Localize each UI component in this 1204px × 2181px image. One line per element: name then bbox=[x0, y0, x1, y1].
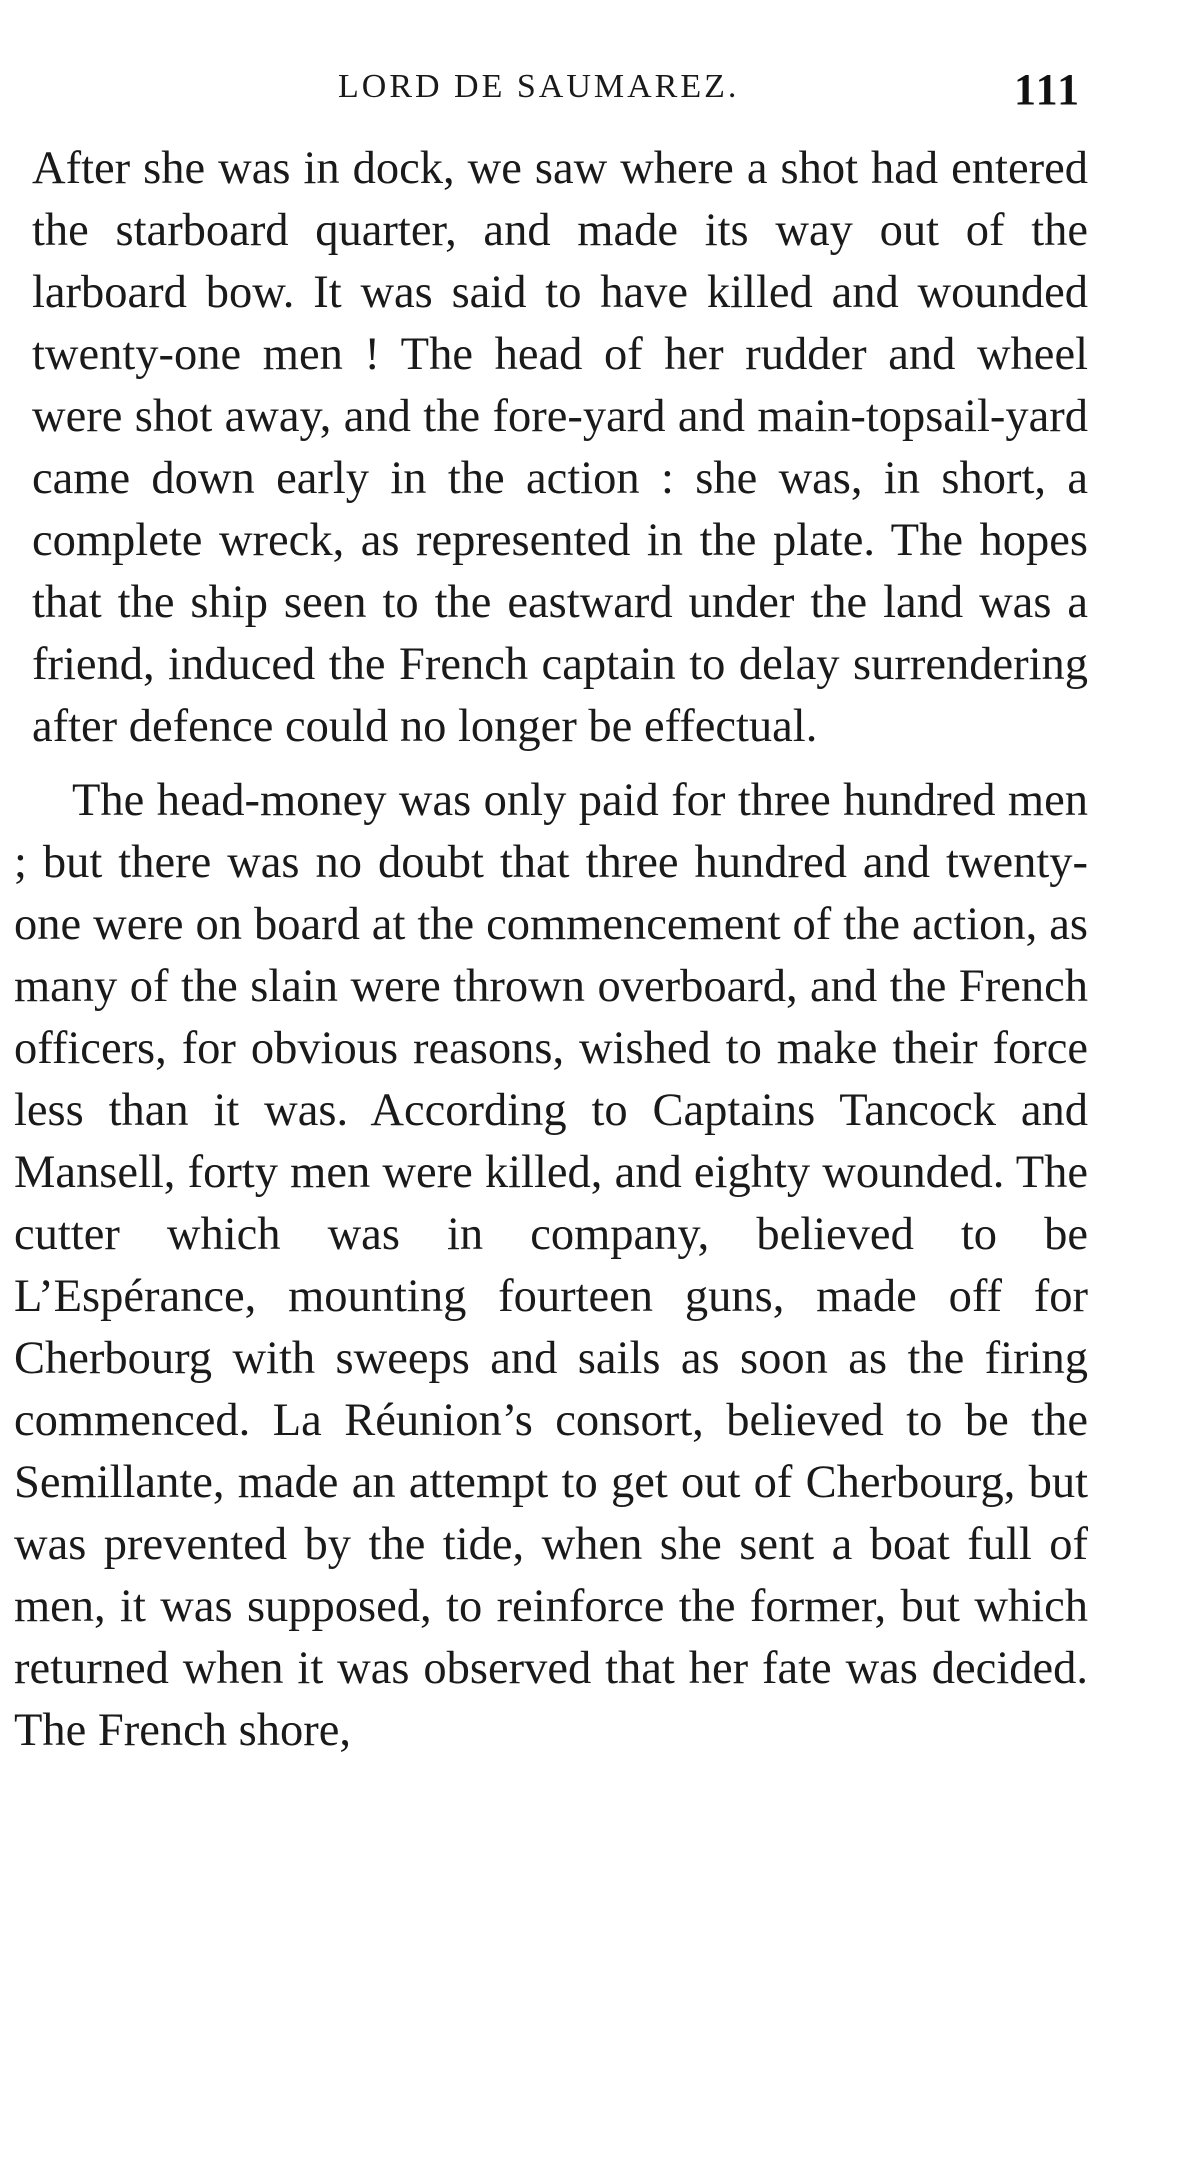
running-head bbox=[0, 65, 1204, 118]
running-title: LORD DE SAUMAREZ. bbox=[338, 68, 740, 105]
paragraph-2: The head-money was only paid for three hundred men ; but there was no doubt that three hundred and twenty-one were on board at the commencement of the action, as many of the slain were thrown overboard, and the French officers, for obvious reasons, wished to make their force less than it was. According to Captains Tancock and Mansell, forty men were killed, and eighty wounded. The cutter which was in company, believed to be L’Espérance, mounting fourteen guns, made off for Cherbourg with sweeps and sails as soon as the firing commenced. La Réunion’s consort, believed to be the Semillante, made an attempt to get out of Cherbourg, but was prevented by the tide, when she sent a boat full of men, it was supposed, to reinforce the former, but which returned when it was observed that her fate was decided. The French shore, bbox=[14, 775, 1088, 1756]
page-number: 111 bbox=[1014, 65, 1082, 114]
paragraph-1: After she was in dock, we saw where a shot had entered the starboard quarter, and made its way out of the larboard bow. It was said to have killed and wounded twenty-one men ! The head of her rudder and wheel were shot away, and the fore-yard and main-topsail-yard came down early in the action : she was, in short, a complete wreck, as represented in the plate. The hopes that the ship seen to the eastward under the land was a friend, induced the French captain to delay surrendering after defence could no longer be effectual. bbox=[32, 143, 1088, 752]
body-text bbox=[14, 138, 1088, 1762]
